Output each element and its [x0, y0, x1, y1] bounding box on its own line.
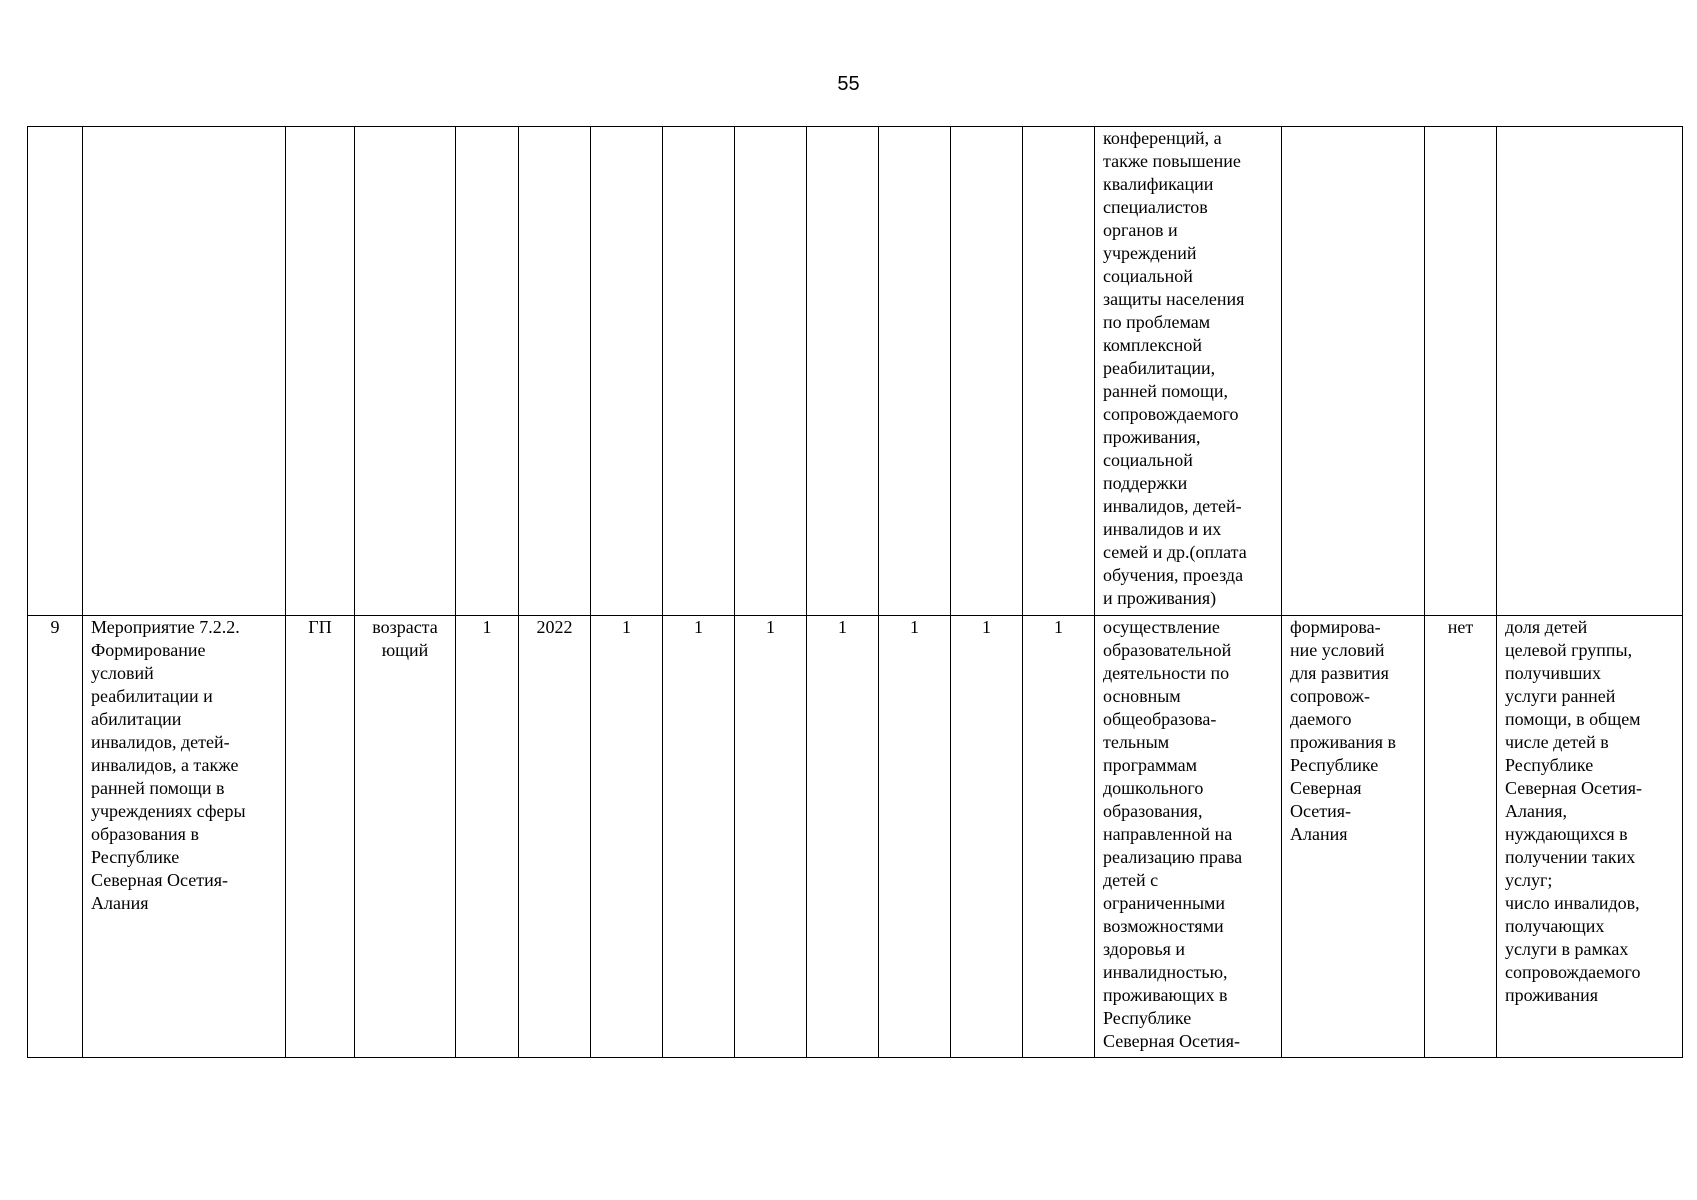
cell-event: Мероприятие 7.2.2. Формирование условий реабилитации и абилитации инвалидов, детей- инвалидов, а также ранней помощи в учреждениях сферы образования в Республике Северная Осетия- Алания	[83, 616, 286, 1058]
cell-value: 1	[951, 616, 1023, 1058]
cell-value	[951, 127, 1023, 616]
cell-value	[879, 127, 951, 616]
cell-year	[519, 127, 591, 616]
program-table	[27, 126, 1683, 1058]
cell-indicator	[1497, 127, 1683, 616]
table-row	[28, 616, 1683, 1058]
cell-num	[28, 127, 83, 616]
cell-value: 1	[591, 616, 663, 1058]
cell-dynamics: возраста ющий	[355, 616, 456, 1058]
cell-value	[807, 127, 879, 616]
cell-executor	[286, 127, 355, 616]
cell-value	[663, 127, 735, 616]
cell-value: 1	[1023, 616, 1095, 1058]
cell-measures: конференций, а также повышение квалификации специалистов органов и учреждений социальной защиты населения по проблемам комплексной реабилитации, ранней помощи, сопровождаемого проживания, социальной поддержки инвалидов, детей- инвалидов и их семей и др.(оплата обучения, проезда и проживания)	[1095, 127, 1282, 616]
cell-dynamics	[355, 127, 456, 616]
cell-base-value	[456, 127, 519, 616]
cell-risk: нет	[1425, 616, 1497, 1058]
cell-result	[1282, 127, 1425, 616]
cell-num: 9	[28, 616, 83, 1058]
cell-value: 1	[879, 616, 951, 1058]
cell-value: 1	[735, 616, 807, 1058]
cell-risk	[1425, 127, 1497, 616]
cell-base-value: 1	[456, 616, 519, 1058]
page-number: 55	[837, 73, 860, 95]
cell-value	[735, 127, 807, 616]
cell-event	[83, 127, 286, 616]
cell-result: формирова- ние условий для развития сопровож- даемого проживания в Республике Северная Осетия- Алания	[1282, 616, 1425, 1058]
cell-year: 2022	[519, 616, 591, 1058]
table-row	[28, 127, 1683, 616]
cell-value	[1023, 127, 1095, 616]
cell-indicator: доля детей целевой группы, получивших услуги ранней помощи, в общем числе детей в Республике Северная Осетия- Алания, нуждающихся в получении таких услуг; число инвалидов, получающих услуги в рамках сопровождаемого проживания	[1497, 616, 1683, 1058]
cell-executor: ГП	[286, 616, 355, 1058]
cell-value	[591, 127, 663, 616]
cell-value: 1	[663, 616, 735, 1058]
cell-value: 1	[807, 616, 879, 1058]
cell-measures: осуществление образовательной деятельности по основным общеобразова- тельным программам дошкольного образования, направленной на реализацию права детей с ограниченными возможностями здоровья и инвалидностью, проживающих в Республике Северная Осетия-	[1095, 616, 1282, 1058]
